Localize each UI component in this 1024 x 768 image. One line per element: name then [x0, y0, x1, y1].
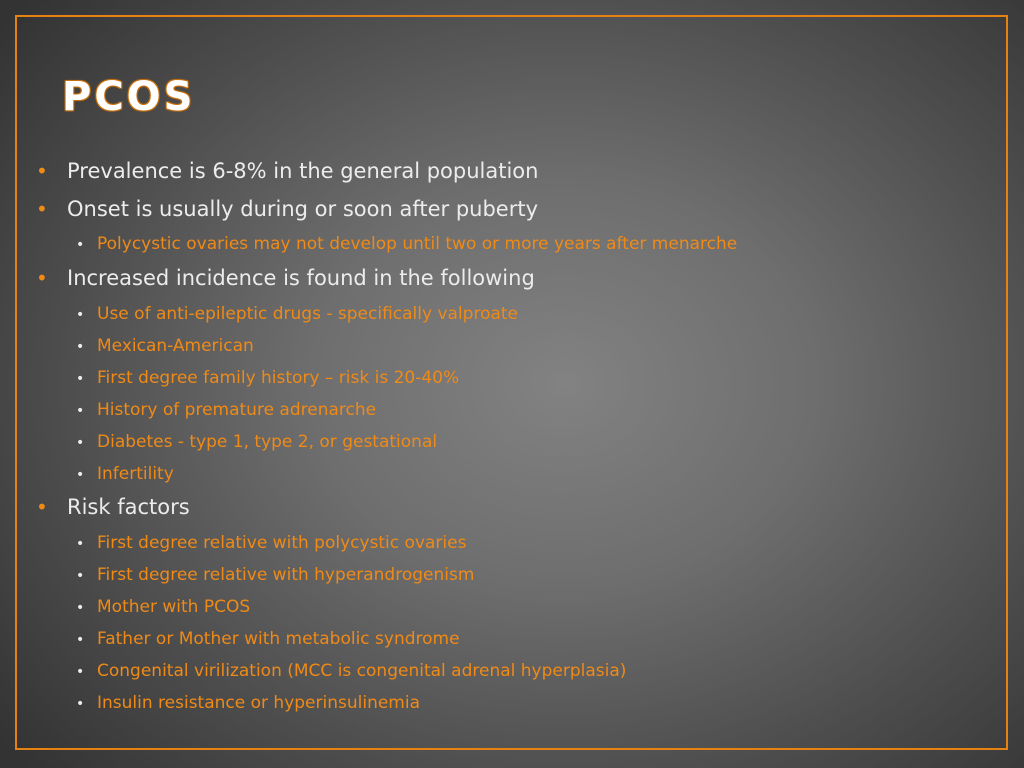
bullet-text: Prevalence is 6-8% in the general population [67, 159, 539, 183]
bullet-item-level2 [76, 336, 254, 356]
bullet-item-level1 [36, 159, 538, 183]
bullet-text: Polycystic ovaries may not develop until two or more years after menarche [97, 234, 738, 254]
bullet-dot-icon: • [36, 197, 48, 221]
bullet-dot-icon: • [36, 159, 48, 183]
bullet-text: Congenital virilization (MCC is congenital adrenal hyperplasia) [97, 661, 627, 681]
bullet-text: First degree relative with hyperandrogenism [97, 565, 475, 585]
bullet-dot-icon: • [76, 371, 85, 387]
bullet-item-level2 [76, 565, 474, 585]
bullet-dot-icon: • [76, 536, 85, 552]
bullet-text: Mother with PCOS [97, 597, 251, 617]
bullet-dot-icon: • [76, 664, 85, 680]
bullet-text: Diabetes - type 1, type 2, or gestational [97, 432, 438, 452]
bullet-item-level2 [76, 533, 466, 553]
bullet-text: Use of anti-epileptic drugs - specifically valproate [97, 304, 519, 324]
bullet-dot-icon: • [76, 568, 85, 584]
bullet-text: History of premature adrenarche [97, 400, 377, 420]
bullet-item-level1 [36, 266, 535, 290]
bullet-text: Infertility [97, 464, 174, 484]
bullet-item-level2 [76, 368, 459, 388]
bullet-dot-icon: • [36, 495, 48, 519]
bullet-dot-icon: • [76, 307, 85, 323]
bullet-text: Father or Mother with metabolic syndrome [97, 629, 460, 649]
bullet-dot-icon: • [76, 696, 85, 712]
bullet-dot-icon: • [36, 266, 48, 290]
bullet-item-level2 [76, 234, 737, 254]
bullet-dot-icon: • [76, 339, 85, 355]
bullet-text: First degree family history – risk is 20-40% [97, 368, 460, 388]
bullet-dot-icon: • [76, 435, 85, 451]
bullet-item-level2 [76, 693, 420, 713]
bullet-dot-icon: • [76, 600, 85, 616]
bullet-item-level2 [76, 432, 437, 452]
bullet-text: Increased incidence is found in the following [67, 266, 535, 290]
bullet-dot-icon: • [76, 632, 85, 648]
bullet-item-level2 [76, 629, 460, 649]
bullet-item-level2 [76, 304, 518, 324]
bullet-item-level2 [76, 464, 174, 484]
slide-title: PCOS [62, 74, 196, 120]
bullet-item-level2 [76, 400, 376, 420]
bullet-dot-icon: • [76, 237, 85, 253]
bullet-item-level1 [36, 197, 538, 221]
bullet-item-level1 [36, 495, 190, 519]
bullet-text: Onset is usually during or soon after puberty [67, 197, 539, 221]
bullet-dot-icon: • [76, 467, 85, 483]
bullet-text: Risk factors [67, 495, 190, 519]
bullet-dot-icon: • [76, 403, 85, 419]
bullet-text: Mexican-American [97, 336, 254, 356]
bullet-text: Insulin resistance or hyperinsulinemia [97, 693, 420, 713]
bullet-item-level2 [76, 597, 250, 617]
bullet-text: First degree relative with polycystic ovaries [97, 533, 467, 553]
bullet-item-level2 [76, 661, 626, 681]
